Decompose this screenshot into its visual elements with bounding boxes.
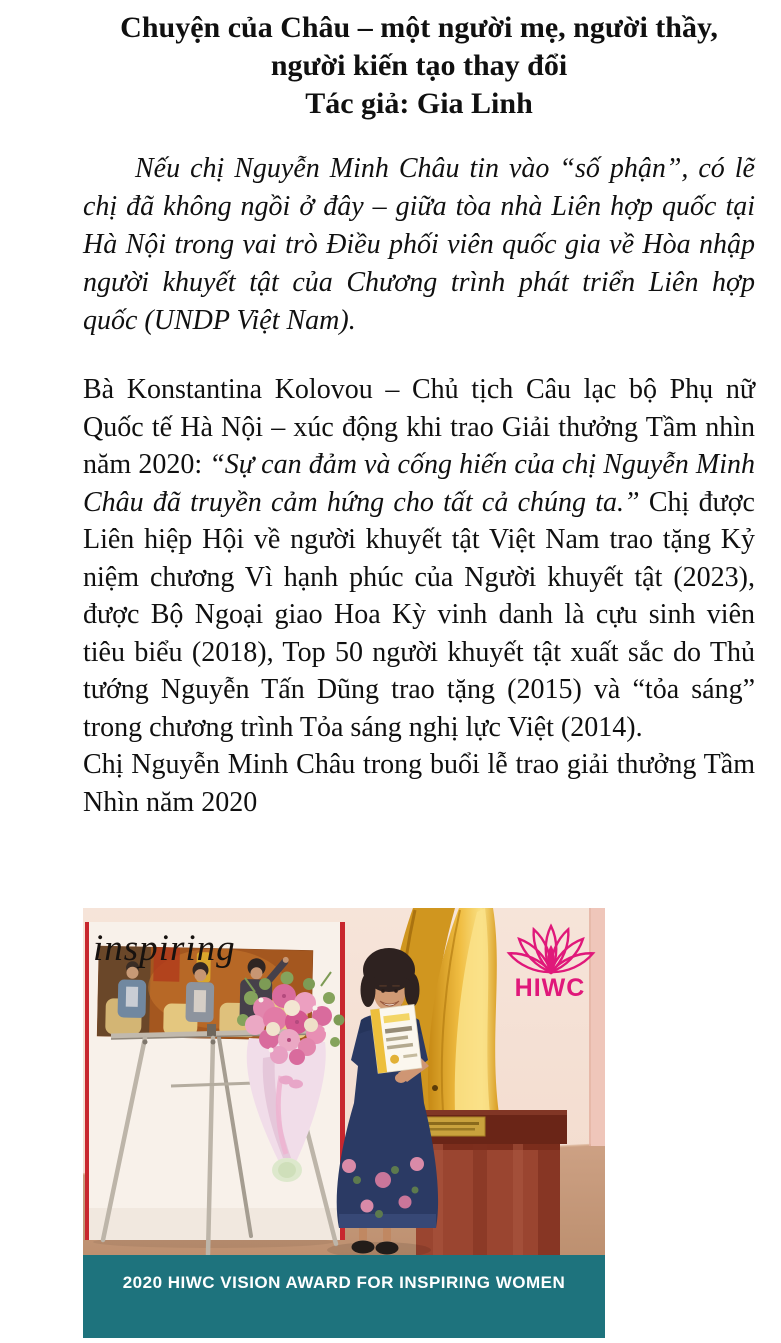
embroidery-rose	[410, 1157, 424, 1171]
lead-paragraph: Nếu chị Nguyễn Minh Châu tin vào “số phận”, có lẽ chị đã không ngồi ở đây – giữa tòa nhà Liên hợp quốc tại Hà Nội trong vai trò Điều phối viên quốc gia về Hòa nhập người khuyết tật của Chương trình phát triển Liên hợp quốc (UNDP Việt Nam).	[83, 153, 755, 336]
trophy-pedestal-streak	[473, 1144, 487, 1260]
wall-pink-strip	[591, 908, 605, 1146]
bouquet-leaf	[303, 978, 315, 990]
flower-center	[282, 994, 286, 998]
print-person	[194, 990, 206, 1012]
embroidery-leaf	[412, 1187, 419, 1194]
easel-clamp	[207, 1024, 216, 1036]
woman-leg	[359, 1226, 367, 1240]
poster-inspiring-text: inspiring	[93, 928, 236, 969]
trophy-plaque-text-line	[429, 1128, 475, 1131]
certificate	[370, 1004, 421, 1073]
trophy-plaque-text-line	[425, 1122, 479, 1125]
poster-banner-shade	[89, 1208, 340, 1240]
easel-joint	[211, 1040, 216, 1045]
photo-banner-text: 2020 HIWC VISION AWARD FOR INSPIRING WOMEN	[122, 1273, 566, 1292]
embroidery-rose	[361, 1200, 374, 1213]
print-person	[126, 987, 138, 1007]
woman-hair-side	[405, 973, 420, 1007]
flower	[289, 1049, 305, 1065]
embroidery-rose	[342, 1159, 356, 1173]
woman-leg	[383, 1227, 391, 1241]
embroidery-rose	[399, 1196, 412, 1209]
photo-banner	[83, 1255, 605, 1338]
body-paragraph	[83, 371, 755, 746]
body-paragraph-part-2: Chị được Liên hiệp Hội về người khuyết tật Việt Nam trao tặng Kỷ niệm chương Vì hạnh phúc của Người khuyết tật (2023), được Bộ Ngoại giao Hoa Kỳ vinh danh là cựu sinh viên tiêu biểu (2018), Top 50 người khuyết tật xuất sắc do Thủ tướng Nguyễn Tấn Dũng trao tặng (2015) và “tỏa sáng” trong chương trình Tỏa sáng nghị lực Việt (2014).	[83, 486, 755, 743]
embroidery-rose	[375, 1172, 391, 1188]
trophy-slab-bevel	[405, 1110, 567, 1115]
bouquet-lace-inner	[278, 1162, 296, 1178]
wall-corner-line	[589, 908, 591, 1146]
flower-center	[287, 1038, 291, 1042]
bouquet-leaf	[323, 992, 335, 1004]
trophy-detail	[432, 1085, 438, 1091]
hiwc-logo-text: HIWC	[514, 974, 586, 1002]
woman-brow	[379, 985, 387, 987]
page-title	[83, 0, 755, 123]
woman-hand	[395, 1073, 407, 1083]
dress-chiffon-hem	[339, 1214, 436, 1228]
babys-breath	[325, 1028, 330, 1033]
body-paragraph-part-1: Bà Konstantina Kolovou – Chủ tịch Câu lạc bộ Phụ nữ Quốc tế Hà Nội – xúc động khi trao Giải thưởng Tầm nhìn năm 2020:	[83, 374, 755, 480]
woman-eye	[381, 989, 385, 993]
title-line-1: Chuyện của Châu – một người mẹ, người thầy,	[120, 11, 718, 44]
bouquet-bow	[289, 1080, 303, 1089]
embroidery-leaf	[391, 1166, 399, 1174]
embroidery-leaf	[375, 1210, 383, 1218]
photo-caption: Chị Nguyễn Minh Châu trong buổi lễ trao giải thưởng Tầm Nhìn năm 2020	[83, 749, 755, 818]
trophy-pedestal-streak	[538, 1144, 560, 1260]
bouquet-leaf	[281, 972, 294, 985]
embroidery-leaf	[353, 1176, 361, 1184]
article-content	[83, 0, 755, 821]
woman-eye	[394, 989, 398, 993]
bouquet-leaf	[259, 978, 271, 990]
body-paragraph-quote: “Sự can đảm và cống hiến của chị Nguyễn Minh Châu đã truyền cảm hứng cho tất cả chúng ta.”	[83, 449, 755, 518]
award-photo-graphic	[83, 908, 605, 1338]
trophy-pedestal-streak	[513, 1144, 523, 1260]
bouquet-leaf	[334, 1015, 345, 1026]
babys-breath	[269, 1048, 274, 1053]
title-line-2: người kiến tạo thay đổi	[270, 49, 568, 82]
babys-breath	[313, 1006, 318, 1011]
woman-shoe	[352, 1241, 375, 1254]
easel-joint	[143, 1040, 148, 1045]
flower-cream	[304, 1018, 318, 1032]
poster-red-edge-left	[85, 922, 89, 1240]
flower-center	[295, 1020, 299, 1024]
woman-shoe	[376, 1242, 399, 1255]
woman-brow	[392, 985, 400, 987]
title-line-3: Tác giả: Gia Linh	[305, 87, 533, 120]
flower-cream	[284, 1000, 300, 1016]
flower-cream	[266, 1022, 280, 1036]
award-photo	[83, 908, 605, 1292]
bouquet-leaf	[330, 1037, 340, 1047]
babys-breath	[259, 998, 264, 1003]
